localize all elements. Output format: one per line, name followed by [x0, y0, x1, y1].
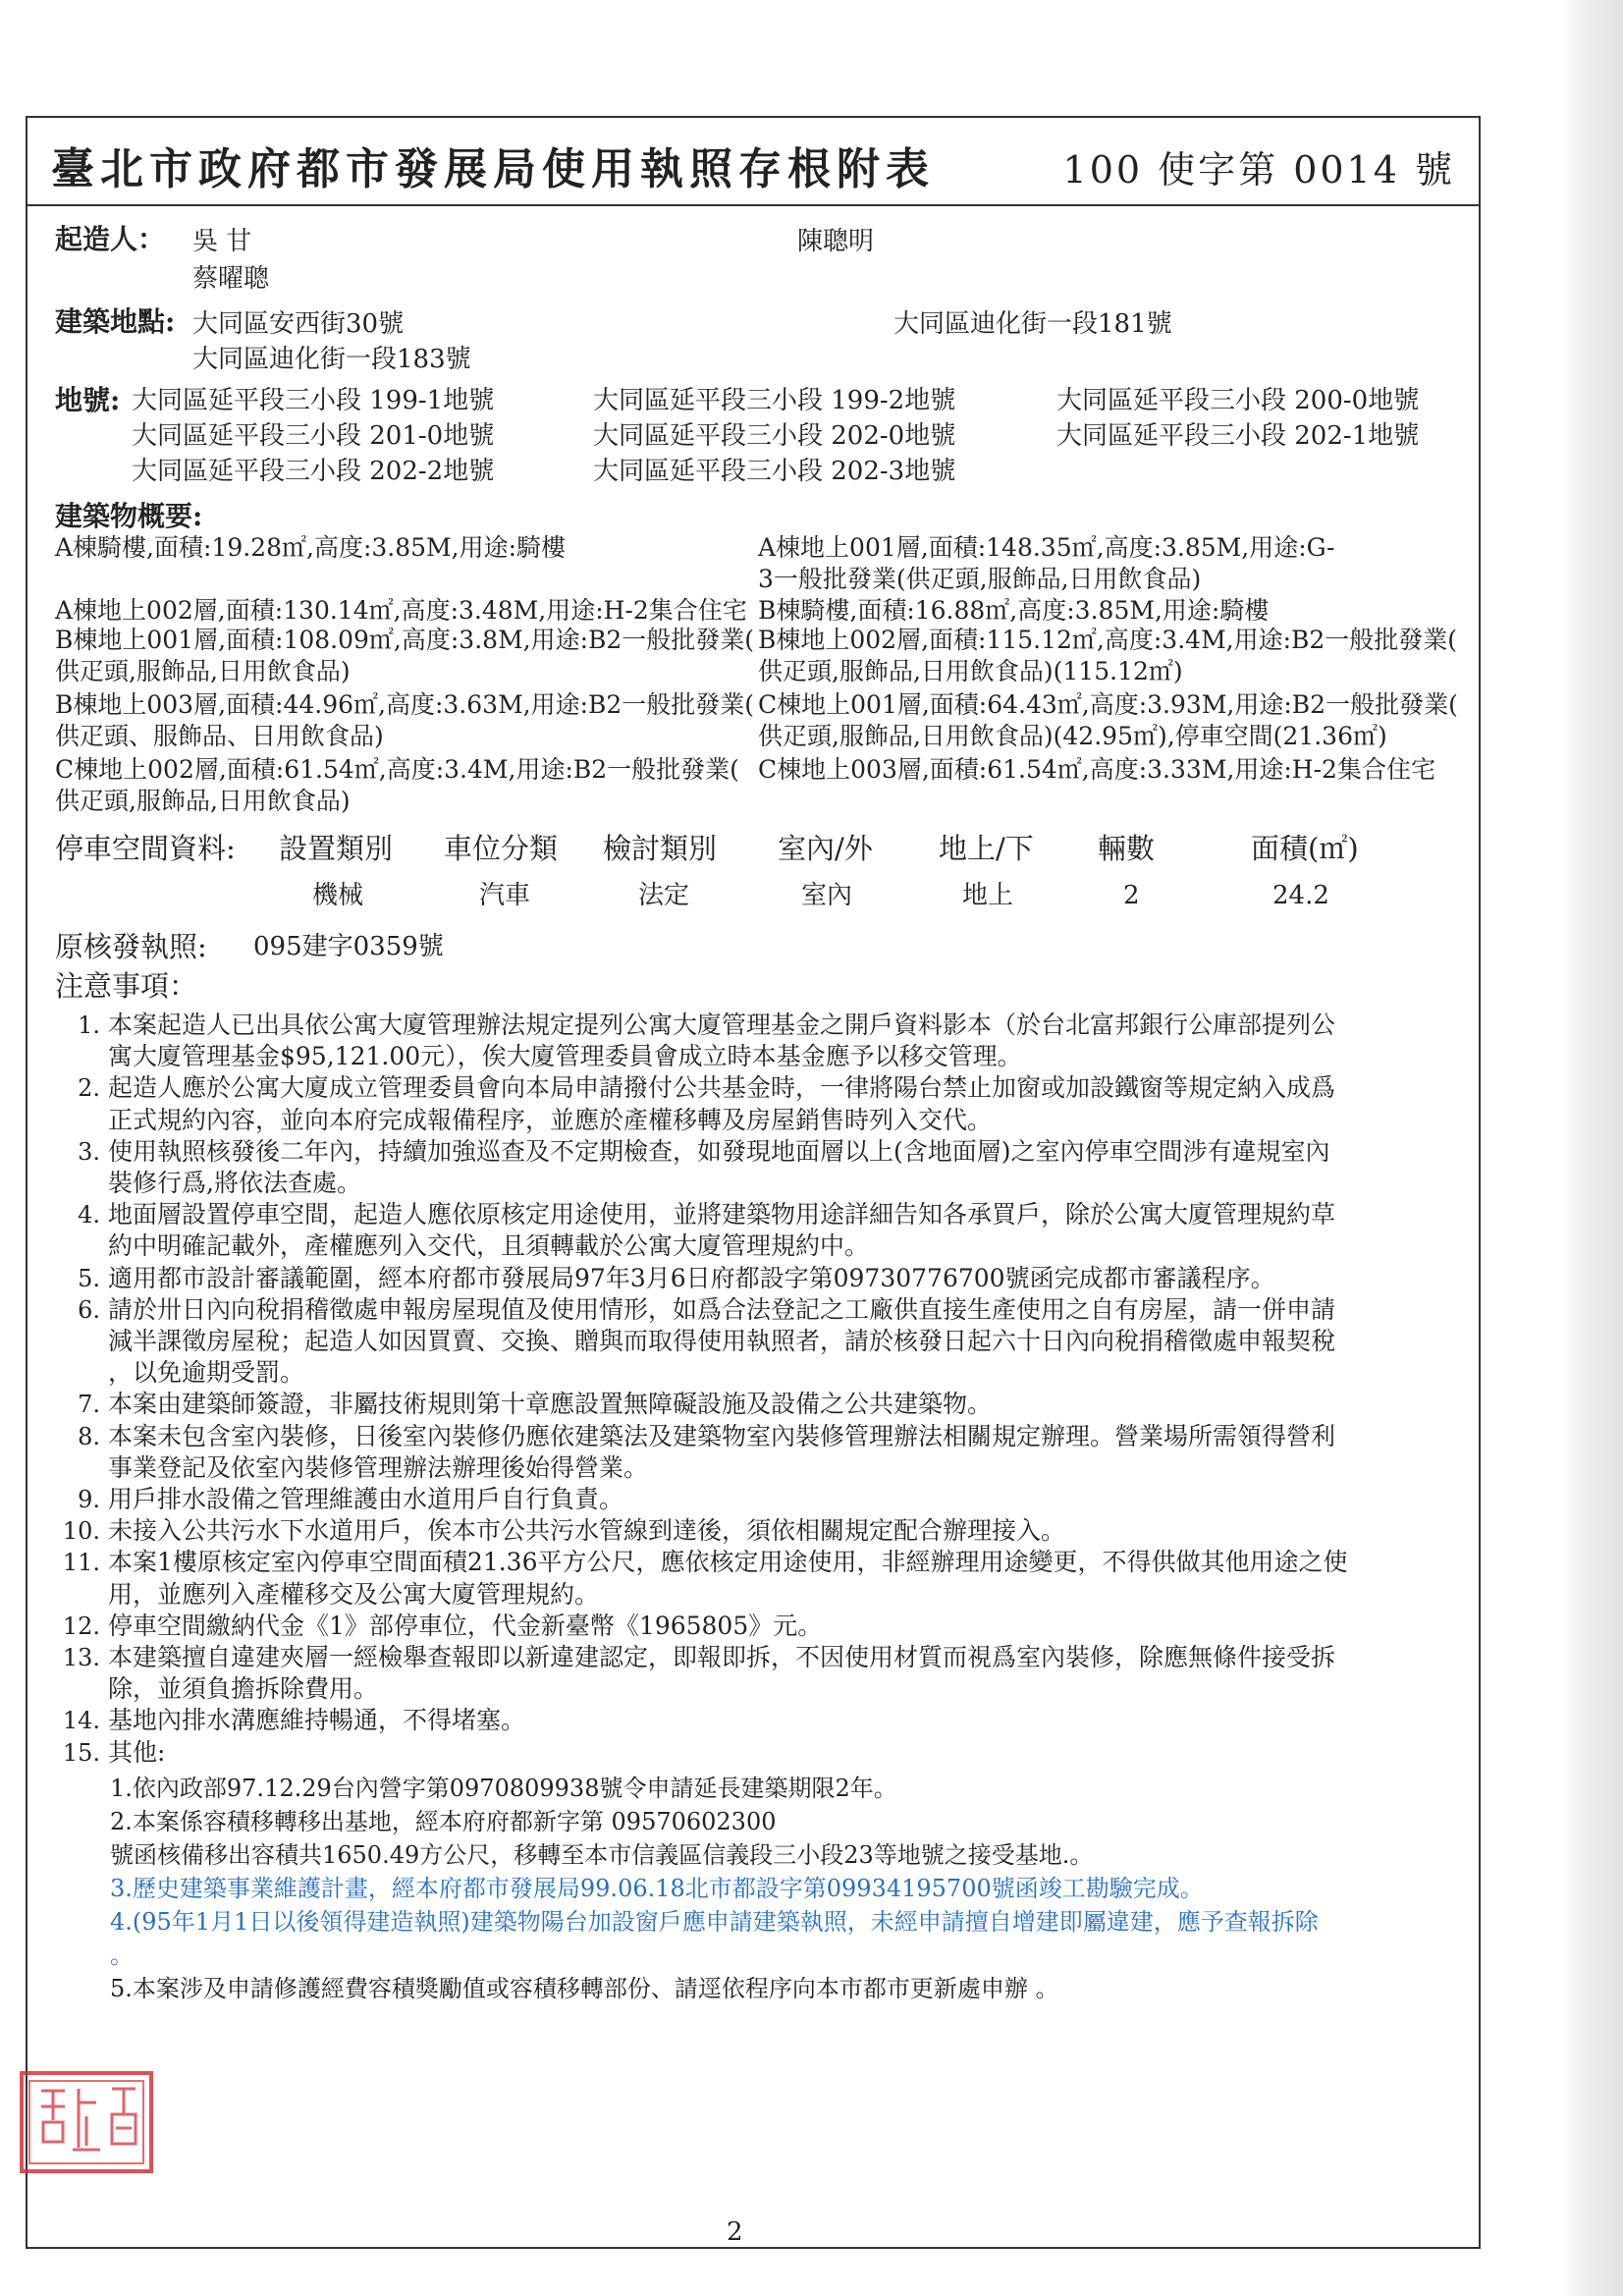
note-number: 1.: [78, 1011, 100, 1039]
original-license-label: 原核發執照:: [55, 930, 207, 963]
address-item: 大同區迪化街一段183號: [192, 345, 471, 374]
note-number: 3.: [78, 1137, 100, 1166]
note-text-line: 本案未包含室內裝修，日後室內裝修仍應依建築法及建築物室內裝修管理辦法相關規定辦理。營業場所需領得營利: [108, 1421, 1336, 1450]
parking-cell: 2: [1123, 881, 1140, 910]
note-number: 15.: [62, 1738, 100, 1767]
other-note-line: 2.本案係容積移轉移出基地，經本府府都新字第 09570602300: [110, 1807, 777, 1835]
note-text-line: 本案1樓原核定室內停車空間面積21.36平方公尺，應依核定用途使用，非經辦理用途變更，不得供做其他用途之使: [108, 1548, 1348, 1577]
note-number: 4.: [78, 1201, 100, 1230]
lot-item: 大同區延平段三小段 202-1地號: [1056, 421, 1420, 451]
building-line: 3一般批發業(供疋頭,服飾品,日用飲食品): [758, 565, 1202, 593]
note-text-line: 事業登記及依室內裝修管理辦法辦理後始得營業。: [108, 1452, 649, 1482]
lot-item: 大同區延平段三小段 202-2地號: [132, 457, 495, 486]
parking-header: 室內/外: [778, 832, 873, 865]
lot-item: 大同區延平段三小段 199-1地號: [132, 386, 495, 415]
note-text-line: 起造人應於公寓大廈成立管理委員會向本局申請撥付公共基金時，一律將陽台禁止加窗或加設鐵窗等規定納入成爲: [108, 1073, 1336, 1103]
page-edge-shadow: [1561, 0, 1623, 2296]
note-text-line: 除，並須負擔拆除費用。: [108, 1674, 379, 1704]
lot-label: 地號:: [55, 384, 121, 416]
parking-header: 輛數: [1098, 832, 1156, 865]
license-number: 100 使字第 0014 號: [1062, 148, 1455, 191]
other-note-line: 號函核備移出容積共1650.49方公尺，移轉至本市信義區信義段三小段23等地號之接受基地.。: [110, 1840, 1094, 1869]
building-line: C棟地上001層,面積:64.43㎡,高度:3.93M,用途:B2一般批發業(: [758, 690, 1458, 719]
building-line: B棟騎樓,面積:16.88㎡,高度:3.85M,用途:騎樓: [758, 596, 1270, 625]
parking-cell: 24.2: [1272, 881, 1329, 910]
official-seal-stamp: [18, 2067, 155, 2175]
note-text-line: 停車空間繳納代金《1》部停車位，代金新臺幣《1965805》元。: [108, 1611, 823, 1640]
note-text-line: 減半課徵房屋稅；起造人如因買賣、交換、贈與而取得使用執照者，請於核發日起六十日內向稅捐稽徵處申報契稅: [108, 1327, 1336, 1355]
building-line: B棟地上003層,面積:44.96㎡,高度:3.63M,用途:B2一般批發業(: [55, 690, 755, 719]
building-line: 供疋頭,服飾品,日用飲食品)(115.12㎡): [758, 657, 1183, 685]
note-text-line: 使用執照核發後二年內，持續加強巡查及不定期檢查，如發現地面層以上(含地面層)之室內停車空間涉有違規室內: [108, 1136, 1330, 1166]
applicant-name: 蔡曜聰: [192, 264, 270, 294]
note-text-line: 請於卅日內向稅捐稽徵處申報房屋現值及使用情形，如爲合法登記之工廠供直接生產使用之自有房屋，請一併申請: [108, 1294, 1336, 1324]
note-text-line: 約中明確記載外，產權應列入交代，且須轉載於公寓大廈管理規約中。: [108, 1231, 870, 1261]
parking-header: 地上/下: [939, 832, 1034, 865]
note-text-line: 本建築擅自違建夾層一經檢舉查報即以新違建認定，即報即拆，不因使用材質而視爲室內裝修，除應無條件接受拆: [108, 1643, 1336, 1671]
note-text-line: 基地內排水溝應維持暢通，不得堵塞。: [108, 1706, 526, 1735]
parking-cell: 法定: [638, 881, 690, 910]
building-line: C棟地上003層,面積:61.54㎡,高度:3.33M,用途:H-2集合住宅: [758, 755, 1435, 784]
note-number: 5.: [78, 1264, 100, 1292]
note-text-line: 用，並應列入產權移交及公寓大廈管理規約。: [108, 1579, 600, 1609]
building-line: C棟地上002層,面積:61.54㎡,高度:3.4M,用途:B2一般批發業(: [55, 755, 739, 784]
note-number: 12.: [62, 1612, 100, 1640]
note-number: 11.: [62, 1549, 100, 1577]
other-note-line: 3.歷史建築事業維護計畫，經本府都市發展局99.06.18北市都設字第09934195700號函竣工勘驗完成。: [110, 1874, 1204, 1902]
building-line: B棟地上001層,面積:108.09㎡,高度:3.8M,用途:B2一般批發業(: [55, 626, 755, 654]
building-line: 供疋頭,服飾品,日用飲食品)(42.95㎡),停車空間(21.36㎡): [758, 722, 1387, 750]
parking-cell: 室內: [801, 881, 853, 910]
building-line: A棟地上001層,面積:148.35㎡,高度:3.85M,用途:G-: [758, 533, 1335, 562]
note-text-line: 未接入公共污水下水道用戶，俟本市公共污水管線到達後，須依相關規定配合辦理接入。: [108, 1516, 1066, 1546]
note-text-line: 本案由建築師簽證，非屬技術規則第十章應設置無障礙設施及設備之公共建築物。: [108, 1390, 993, 1419]
parking-cell: 汽車: [479, 881, 531, 910]
note-number: 8.: [78, 1422, 100, 1450]
other-note-line: 。: [110, 1941, 134, 1969]
parking-cell: 地上: [962, 881, 1014, 910]
lot-item: 大同區延平段三小段 202-0地號: [593, 421, 956, 451]
note-text-line: ，以免逾期受罰。: [108, 1358, 305, 1388]
parking-header: 面積(㎡): [1251, 832, 1359, 865]
original-license-value: 095建字0359號: [253, 932, 444, 961]
note-number: 9.: [78, 1486, 100, 1513]
building-line: B棟地上002層,面積:115.12㎡,高度:3.4M,用途:B2一般批發業(: [758, 626, 1458, 654]
parking-header: 車位分類: [444, 832, 559, 865]
address-item: 大同區安西街30號: [192, 309, 405, 339]
note-number: 14.: [62, 1707, 100, 1735]
parking-cell: 機械: [312, 881, 364, 910]
note-text-line: 地面層設置停車空間，起造人應依原核定用途使用，並將建築物用途詳細告知各承買戶，除於公寓大廈管理規約草: [108, 1200, 1336, 1230]
parking-header: 設置類別: [279, 832, 394, 865]
other-note-line: 5.本案涉及申請修護經費容積獎勵值或容積移轉部份、請逕依程序向本市都市更新處申辦 。: [110, 1974, 1059, 2002]
parking-label: 停車空間資料:: [55, 832, 236, 865]
note-number: 7.: [78, 1391, 100, 1419]
note-text-line: 其他:: [108, 1737, 166, 1767]
document-title: 臺北市政府都市發展局使用執照存根附表: [51, 144, 935, 194]
other-note-line: 4.(95年1月1日以後領得建造執照)建築物陽台加設窗戶應申請建築執照，未經申請擅自增建即屬違建，應予查報拆除: [110, 1907, 1319, 1936]
page-number: 2: [727, 2217, 743, 2247]
address-label: 建築地點:: [55, 305, 176, 338]
other-note-line: 1.依內政部97.12.29台內營字第0970809938號令申請延長建築期限2年。: [110, 1774, 897, 1802]
lot-item: 大同區延平段三小段 199-2地號: [593, 386, 956, 415]
note-number: 6.: [78, 1295, 100, 1324]
notes-label: 注意事項：: [55, 969, 198, 1003]
building-line: 供疋頭,服飾品,日用飲食品): [55, 657, 351, 685]
title-bar: [27, 118, 1479, 206]
building-line: 供疋頭,服飾品,日用飲食品): [55, 787, 351, 815]
building-line: A棟騎樓,面積:19.28㎡,高度:3.85M,用途:騎樓: [55, 533, 566, 562]
lot-item: 大同區延平段三小段 201-0地號: [132, 421, 495, 451]
note-text-line: 本案起造人已出具依公寓大廈管理辦法規定提列公寓大廈管理基金之開戶資料影本（於台北富邦銀行公庫部提列公: [108, 1011, 1336, 1039]
note-number: 13.: [62, 1644, 100, 1671]
address-item: 大同區迪化街一段181號: [893, 309, 1172, 339]
applicant-name: 吳 甘: [192, 227, 252, 256]
building-line: 供疋頭、服飾品、日用飲食品): [55, 722, 384, 750]
applicant-name: 陳聰明: [797, 227, 875, 256]
lot-item: 大同區延平段三小段 200-0地號: [1056, 386, 1420, 415]
note-text-line: 裝修行爲,將依法查處。: [108, 1169, 361, 1197]
note-text-line: 正式規約內容，並向本府完成報備程序，並應於產權移轉及房屋銷售時列入交代。: [108, 1105, 993, 1134]
note-text-line: 用戶排水設備之管理維護由水道用戶自行負責。: [108, 1485, 624, 1513]
note-text-line: 適用都市設計審議範圍，經本府都市發展局97年3月6日府都設字第09730776700號函完成都市審議程序。: [108, 1263, 1275, 1292]
note-number: 10.: [62, 1517, 100, 1546]
lot-item: 大同區延平段三小段 202-3地號: [593, 457, 956, 486]
building-line: A棟地上002層,面積:130.14㎡,高度:3.48M,用途:H-2集合住宅: [55, 596, 747, 625]
note-text-line: 寓大廈管理基金$95,121.00元），俟大廈管理委員會成立時本基金應予以移交管理。: [108, 1042, 1022, 1071]
applicant-label: 起造人：: [55, 223, 166, 255]
note-number: 2.: [78, 1074, 100, 1103]
parking-header: 檢討類別: [603, 832, 718, 865]
building-label: 建築物概要:: [55, 500, 203, 532]
